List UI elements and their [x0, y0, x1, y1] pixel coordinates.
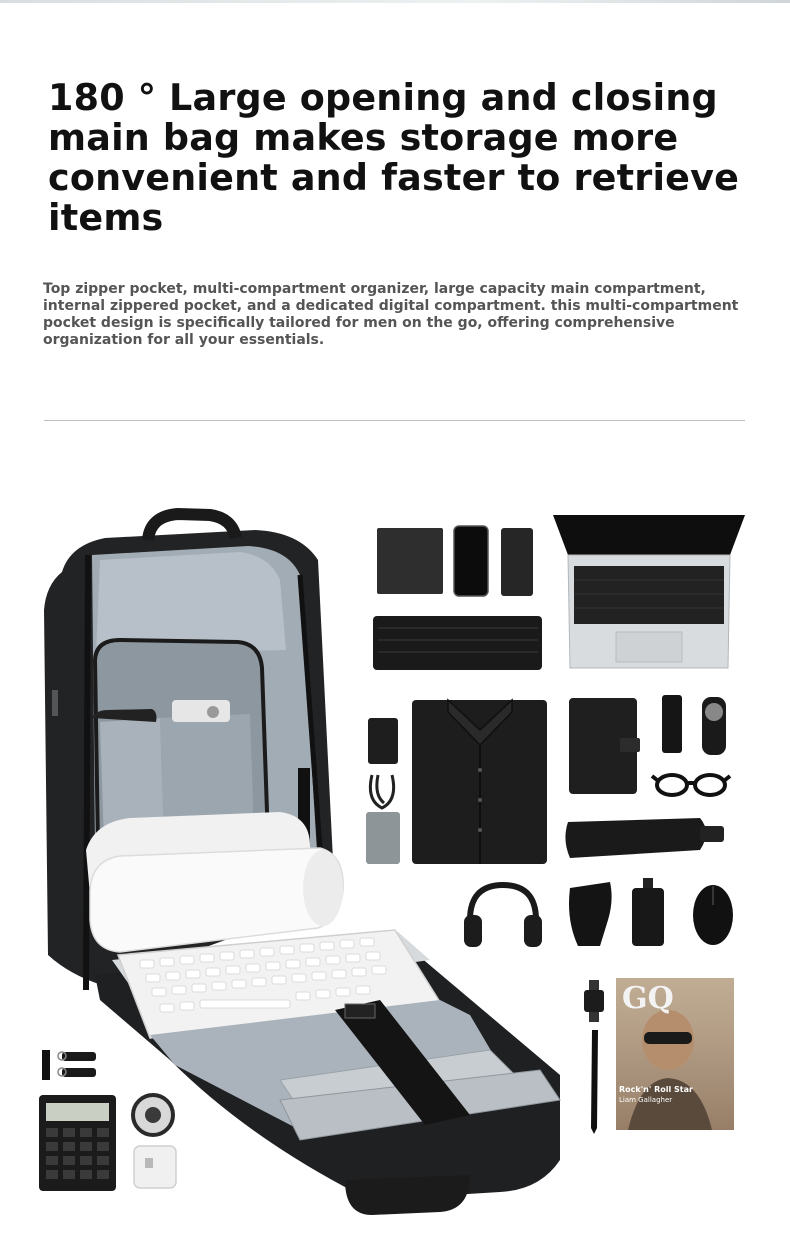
power-bank-icon: [501, 528, 533, 596]
perfume-icon: [632, 878, 664, 946]
headphones-icon: [464, 885, 542, 947]
watch-icon: [584, 980, 604, 1022]
tape-icon: [133, 1095, 173, 1135]
lotion-icon: [662, 695, 682, 753]
keychain-icon: [42, 1050, 96, 1080]
shaver-icon: [702, 697, 726, 755]
pen-icon: [591, 1030, 598, 1134]
laptop-icon: [553, 515, 745, 668]
divider: [44, 420, 745, 421]
smartphone-icon: [454, 526, 488, 596]
calculator-icon: [39, 1095, 116, 1191]
umbrella-icon: [565, 818, 724, 858]
magazine-cover-name: Liam Gallagher: [619, 1096, 673, 1104]
magazine-cover: [616, 978, 734, 1130]
notebook-icon: [569, 698, 640, 794]
charger-icon: [134, 1146, 176, 1188]
external-drive-icon: [366, 812, 400, 864]
hard-drive-icon: [368, 718, 398, 764]
magazine-masthead: GQ: [622, 981, 674, 1016]
cable-icon: [370, 775, 393, 808]
top-border: [0, 0, 790, 3]
keyboard-icon: [373, 616, 542, 670]
shirt-icon: [412, 700, 547, 864]
tablet-icon: [377, 528, 443, 594]
page-title: 180 ° Large opening and closing main bag makes storage more convenient and faster to retrieve items: [48, 76, 740, 239]
magazine-cover-line: Rock'n' Roll Star: [619, 1085, 693, 1094]
feature-description: Top zipper pocket, multi-compartment organizer, large capacity main compartment, internal zippered pocket, and a dedicated digital compartment. this multi-compartment pocket design is specifically tailored for men on the go, offering comprehensive organization for all your essentials.: [43, 281, 739, 348]
product-photo: [0, 440, 790, 1253]
glove-icon: [569, 882, 612, 946]
glasses-icon: [652, 775, 730, 795]
mouse-icon: [693, 885, 733, 945]
